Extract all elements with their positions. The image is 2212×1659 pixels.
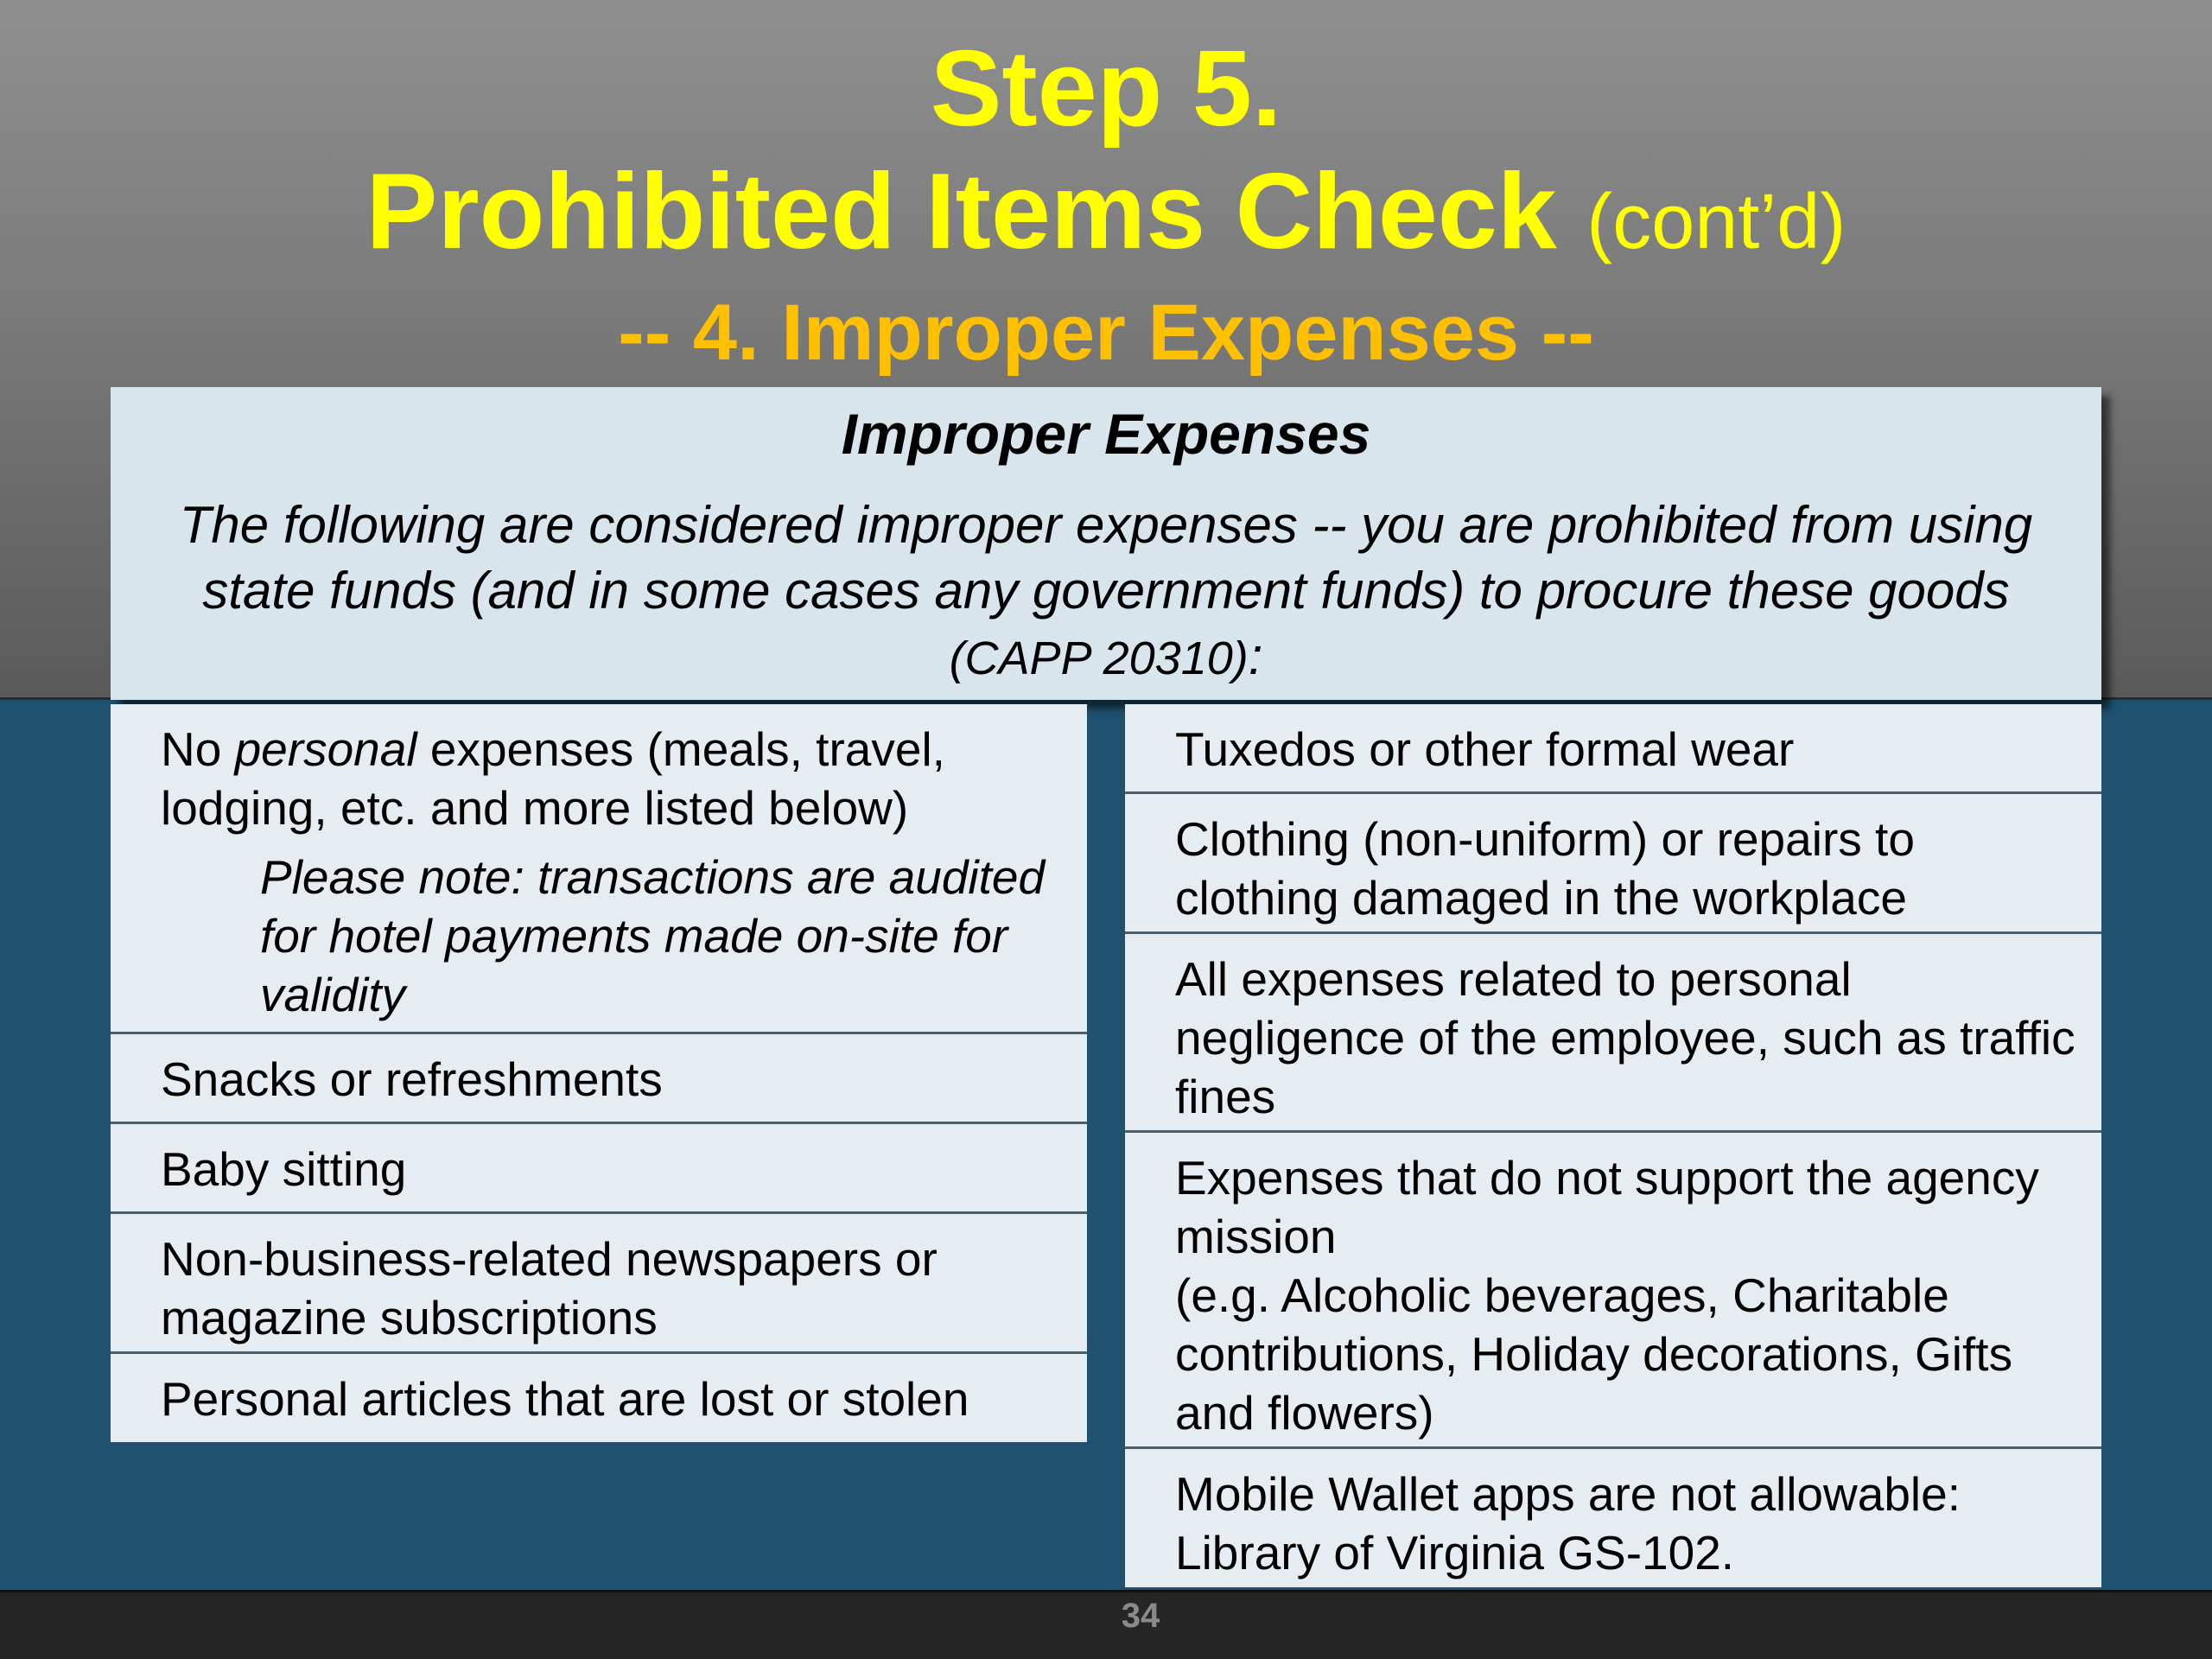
header-description-text: The following are considered improper expenses -- you are prohibited from using state funds (and in some cases any government funds) to procure these goods bbox=[179, 496, 2033, 620]
improper-expenses-header bbox=[111, 387, 2101, 700]
slide-number: 34 bbox=[1121, 1597, 1160, 1635]
expense-item-baby-sitting: Baby sitting bbox=[111, 1124, 1087, 1214]
header-description bbox=[145, 493, 2067, 691]
expense-item-snacks: Snacks or refreshments bbox=[111, 1034, 1087, 1124]
header-title: Improper Expenses bbox=[841, 402, 1371, 466]
header-reference-suffix: : bbox=[1248, 627, 1263, 685]
expense-item-clothing: Clothing (non-uniform) or repairs to clothing damaged in the workplace bbox=[1125, 794, 2101, 934]
slide-title bbox=[0, 147, 2212, 287]
header-reference: (CAPP 20310) bbox=[949, 632, 1249, 684]
expense-item-lost-articles: Personal articles that are lost or stolen bbox=[111, 1354, 1087, 1442]
slide-subtitle: -- 4. Improper Expenses -- bbox=[618, 289, 1594, 377]
expense-item-negligence: All expenses related to personal negligence of the employee, such as traffic fines bbox=[1125, 934, 2101, 1133]
expense-item-newspapers: Non-business-related newspapers or magazine subscriptions bbox=[111, 1214, 1087, 1354]
left-expense-column bbox=[111, 704, 1087, 1442]
expense-item-mobile-wallet: Mobile Wallet apps are not allowable: Library of Virginia GS-102. bbox=[1125, 1449, 2101, 1587]
expense-item-agency-mission-main: Expenses that do not support the agency mission bbox=[1175, 1151, 2039, 1263]
expense-item-agency-mission-examples: (e.g. Alcoholic beverages, Charitable contributions, Holiday decorations, Gifts and flowers) bbox=[1175, 1268, 2013, 1440]
right-expense-column bbox=[1125, 704, 2101, 1587]
expense-item-formal-wear: Tuxedos or other formal wear bbox=[1125, 704, 2101, 794]
slide-title-main: Prohibited Items Check bbox=[365, 152, 1557, 271]
expense-item-personal-suffix: expenses (meals, travel, lodging, etc. and more listed below) bbox=[161, 722, 945, 835]
expense-item-personal-prefix: No bbox=[161, 722, 235, 776]
slide-title-step: Step 5. bbox=[930, 29, 1282, 149]
slide-title-suffix: (cont’d) bbox=[1586, 179, 1847, 265]
expense-item-personal bbox=[111, 704, 1087, 1034]
hotel-audit-note: Please note: transactions are audited for hotel payments made on-site for validity bbox=[260, 850, 1046, 1021]
expense-item-agency-mission bbox=[1125, 1133, 2101, 1449]
expense-item-personal-emphasis: personal bbox=[234, 722, 417, 776]
